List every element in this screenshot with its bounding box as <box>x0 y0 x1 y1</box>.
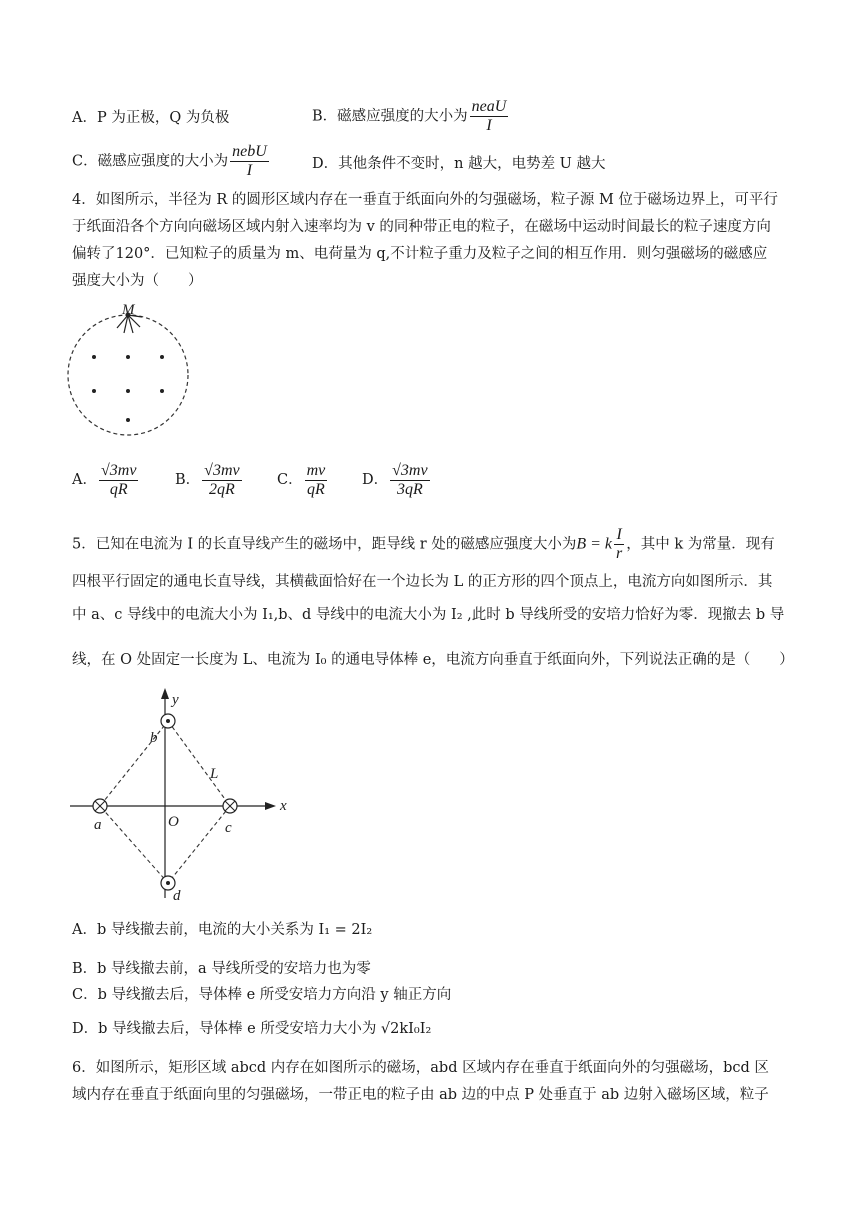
q6-line-2: 域内存在垂直于纸面向里的匀强磁场，一带正电的粒子由 ab 边的中点 P 处垂直于 ab 边射入磁场区域，粒子 <box>72 1087 769 1103</box>
q5-line-1 <box>72 526 775 563</box>
q5-formula-lhs: B = k <box>576 535 612 553</box>
q5-line-1-text-end: ，其中 k 为常量．现有 <box>626 536 775 553</box>
q5-line-1-text: 5．已知在电流为 I 的长直导线产生的磁场中，距导线 r 处的磁感应强度大小为 <box>72 536 577 553</box>
q3-option-b-fraction <box>470 98 509 135</box>
q4-line-2: 于纸面沿各个方向向磁场区域内射入速率均为 v 的同种带正电的粒子，在磁场中运动时间最长的粒子速度方向 <box>72 219 771 235</box>
label-a: a <box>94 817 102 833</box>
option-label: D． <box>362 472 389 488</box>
label-c: c <box>225 820 232 836</box>
q5-option-a: A．b 导线撤去前，电流的大小关系为 I₁ = 2I₂ <box>72 922 373 938</box>
field-dot <box>160 389 164 393</box>
y-axis-arrow-icon <box>161 688 169 699</box>
field-dot <box>92 389 96 393</box>
q3-option-c-text: C．磁感应强度的大小为 <box>72 153 229 170</box>
field-dot <box>126 355 130 359</box>
denominator: qR <box>109 480 128 498</box>
denominator: I <box>246 162 253 179</box>
denominator: r <box>616 545 623 562</box>
q5-line-2: 四根平行固定的通电长直导线，其横截面恰好在一个边长为 L 的正方形的四个顶点上，电流方向如图所示．其 <box>72 574 773 590</box>
denominator: I <box>486 117 492 134</box>
numerator: I <box>616 526 622 543</box>
denominator: 2qR <box>208 480 235 498</box>
q5-option-c: C．b 导线撤去后，导体棒 e 所受安培力方向沿 y 轴正方向 <box>72 987 452 1003</box>
field-dot <box>92 355 96 359</box>
label-d: d <box>173 888 181 902</box>
q5-wire-figure <box>62 686 302 902</box>
q5-option-d: D．b 导线撤去后，导体棒 e 所受安培力大小为 √2kI₀I₂ <box>72 1021 432 1037</box>
x-axis-label: x <box>280 798 287 814</box>
field-dot <box>126 389 130 393</box>
numerator: neaU <box>471 98 507 115</box>
q5-line-3: 中 a、c 导线中的电流大小为 I₁,b、d 导线中的电流大小为 I₂ ,此时 b 导线所受的安培力恰好为零．现撤去 b 导 <box>72 607 785 623</box>
wire-b-dot <box>166 719 170 723</box>
q5-option-b: B．b 导线撤去前，a 导线所受的安培力也为零 <box>72 961 371 977</box>
q5-line-4: 线，在 O 处固定一长度为 L、电流为 I₀ 的通电导体棒 e，电流方向垂直于纸面向外，下列说法正确的是（ ） <box>72 652 794 668</box>
q4-option-c <box>277 460 329 500</box>
q4-circle-figure <box>60 300 200 440</box>
numerator: nebU <box>232 143 267 160</box>
label-o: O <box>168 814 179 830</box>
q3-option-c <box>72 143 271 180</box>
field-dot <box>126 418 130 422</box>
field-dot <box>160 355 164 359</box>
q3-option-b <box>312 98 510 135</box>
q4-line-4: 强度大小为（ ） <box>72 273 203 289</box>
x-axis-arrow-icon <box>265 802 276 810</box>
numerator: √3mv <box>392 461 428 479</box>
option-fraction <box>305 462 328 499</box>
numerator: √3mv <box>100 461 137 479</box>
q3-option-c-fraction <box>230 143 269 180</box>
label-m: M <box>122 302 135 318</box>
q3-option-a: A．P 为正极，Q 为负极 <box>72 110 230 126</box>
q4-line-3: 偏转了120°．已知粒子的质量为 m、电荷量为 q,不计粒子重力及粒子之间的相互作用．则匀强磁场的磁感应 <box>72 246 768 262</box>
q3-option-d: D．其他条件不变时，n 越大，电势差 U 越大 <box>312 156 606 172</box>
denominator: 3qR <box>396 480 423 498</box>
numerator: √3mv <box>204 461 240 479</box>
label-b: b <box>150 730 158 746</box>
label-l: L <box>210 766 219 782</box>
option-label: C． <box>277 472 303 488</box>
q5-formula-fraction <box>614 526 624 563</box>
q4-option-a <box>72 460 140 500</box>
option-fraction <box>99 462 138 499</box>
q6-line-1: 6．如图所示，矩形区域 abcd 内存在如图所示的磁场，abd 区域内存在垂直于纸面向外的匀强磁场，bcd 区 <box>72 1060 769 1076</box>
field-boundary-circle <box>68 315 188 435</box>
numerator: mv <box>306 461 326 479</box>
y-axis-label: y <box>172 692 179 708</box>
wire-d-dot <box>166 881 170 885</box>
option-fraction <box>202 462 241 499</box>
q4-option-b <box>175 460 244 500</box>
q3-option-b-text: B．磁感应强度的大小为 <box>312 108 468 125</box>
denominator: qR <box>307 480 325 498</box>
option-fraction <box>390 462 429 499</box>
q4-option-d <box>362 460 432 500</box>
option-label: A． <box>72 472 97 488</box>
option-label: B． <box>175 472 201 488</box>
q4-line-1: 4．如图所示，半径为 R 的圆形区域内存在一垂直于纸面向外的匀强磁场，粒子源 M 位于磁场边界上，可平行 <box>72 192 778 208</box>
